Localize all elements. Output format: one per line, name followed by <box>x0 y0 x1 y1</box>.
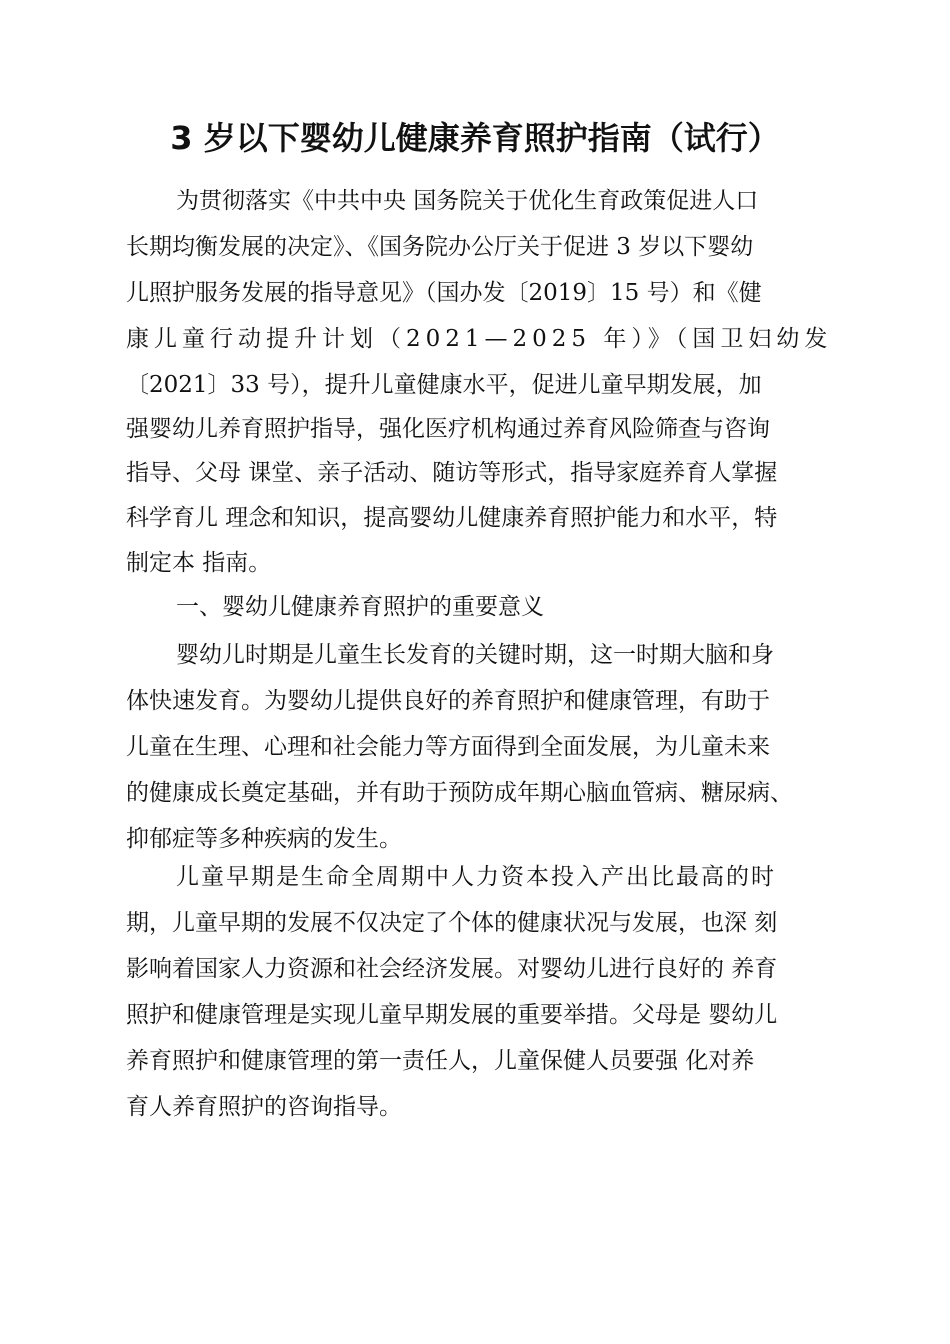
paragraph-line: 为贯彻落实《中共中央 国务院关于优化生育政策促进人口 <box>176 188 759 214</box>
paragraph-line: 强婴幼儿养育照护指导，强化医疗机构通过养育风险筛查与咨询 <box>126 416 770 442</box>
paragraph-line: 康儿童行动提升计划（2021—2025 年）》（国卫妇幼发 <box>126 326 833 352</box>
paragraph-line: 期，儿童早期的发展不仅决定了个体的健康状况与发展，也深 刻 <box>126 910 778 936</box>
paragraph-line: 影响着国家人力资源和社会经济发展。对婴幼儿进行良好的 养育 <box>126 956 778 982</box>
section-heading-text: 一、婴幼儿健康养育照护的重要意义 <box>176 594 544 620</box>
paragraph-line: 抑郁症等多种疾病的发生。 <box>126 826 402 852</box>
paragraph-line: 指导、父母 课堂、亲子活动、随访等形式，指导家庭养育人掌握 <box>126 460 778 486</box>
paragraph-line: 儿照护服务发展的指导意见》（国办发〔2019〕15 号）和《健 <box>126 280 762 306</box>
paragraph-line: 科学育儿 理念和知识，提高婴幼儿健康养育照护能力和水平，特 <box>126 505 778 531</box>
paragraph-line: 育人养育照护的咨询指导。 <box>126 1094 402 1120</box>
paragraph-line: 〔2021〕33 号），提升儿童健康水平，促进儿童早期发展，加 <box>126 372 762 398</box>
paragraph-line: 儿童在生理、心理和社会能力等方面得到全面发展，为儿童未来 <box>126 734 770 760</box>
paragraph-line: 体快速发育。为婴幼儿提供良好的养育照护和健康管理，有助于 <box>126 688 770 714</box>
paragraph-line: 长期均衡发展的决定》、《国务院办公厅关于促进 3 岁以下婴幼 <box>126 234 754 260</box>
paragraph-line: 制定本 指南。 <box>126 550 272 576</box>
paragraph-line: 儿童早期是生命全周期中人力资本投入产出比最高的时 <box>176 864 776 890</box>
document-title: 3 岁以下婴幼儿健康养育照护指南（试行） <box>170 119 780 157</box>
paragraph-line: 照护和健康管理是实现儿童早期发展的重要举措。父母是 婴幼儿 <box>126 1002 778 1028</box>
paragraph-line: 婴幼儿时期是儿童生长发育的关键时期，这一时期大脑和身 <box>176 642 774 668</box>
paragraph-line: 养育照护和健康管理的第一责任人，儿童保健人员要强 化对养 <box>126 1048 755 1074</box>
paragraph-line: 的健康成长奠定基础，并有助于预防成年期心脑血管病、糖尿病、 <box>126 780 793 806</box>
